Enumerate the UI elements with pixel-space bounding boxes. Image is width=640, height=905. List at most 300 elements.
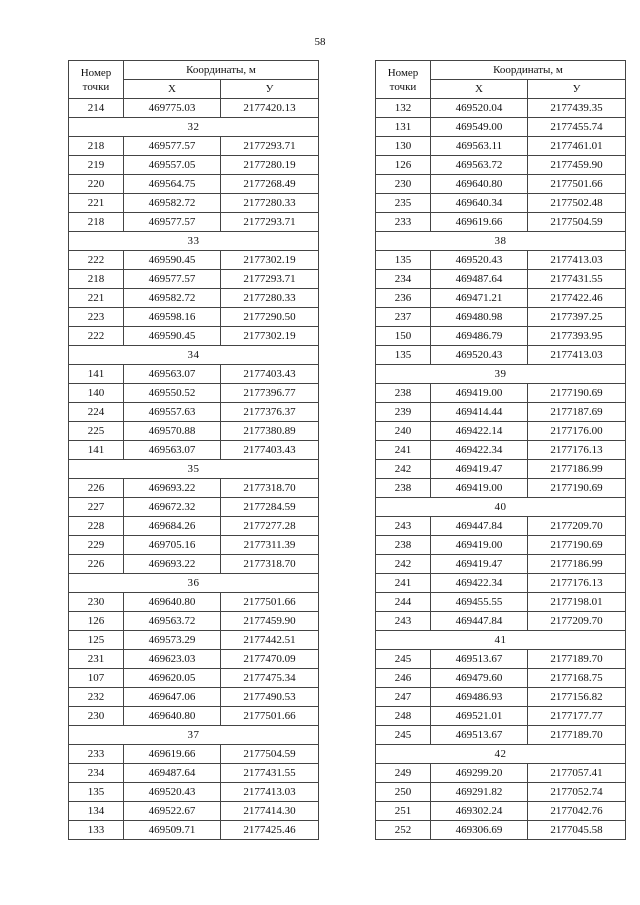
x-coordinate: 469447.84 bbox=[431, 517, 528, 536]
x-coordinate: 469693.22 bbox=[124, 479, 221, 498]
x-coordinate: 469550.52 bbox=[124, 384, 221, 403]
point-number: 222 bbox=[69, 327, 124, 346]
x-coordinate: 469573.29 bbox=[124, 631, 221, 650]
y-coordinate: 2177176.00 bbox=[528, 422, 626, 441]
y-coordinate: 2177186.99 bbox=[528, 460, 626, 479]
y-coordinate: 2177439.35 bbox=[528, 99, 626, 118]
table-row bbox=[69, 764, 319, 783]
parcel-group-row bbox=[376, 745, 626, 764]
parcel-number: 33 bbox=[69, 232, 319, 251]
x-coordinate: 469563.72 bbox=[431, 156, 528, 175]
x-header: X bbox=[431, 80, 528, 99]
x-coordinate: 469623.03 bbox=[124, 650, 221, 669]
y-coordinate: 2177045.58 bbox=[528, 821, 626, 840]
table-row bbox=[69, 612, 319, 631]
y-coordinate: 2177177.77 bbox=[528, 707, 626, 726]
table-row bbox=[376, 403, 626, 422]
table-row bbox=[376, 593, 626, 612]
point-number: 132 bbox=[376, 99, 431, 118]
table-row bbox=[69, 498, 319, 517]
point-number: 243 bbox=[376, 517, 431, 536]
table-row bbox=[69, 175, 319, 194]
x-coordinate: 469306.69 bbox=[431, 821, 528, 840]
point-number: 231 bbox=[69, 650, 124, 669]
x-coordinate: 469513.67 bbox=[431, 650, 528, 669]
y-coordinate: 2177413.03 bbox=[528, 346, 626, 365]
coordinates-header: Координаты, м bbox=[431, 61, 626, 80]
y-coordinate: 2177198.01 bbox=[528, 593, 626, 612]
point-number: 235 bbox=[376, 194, 431, 213]
table-row bbox=[376, 327, 626, 346]
x-coordinate: 469563.11 bbox=[431, 137, 528, 156]
point-number: 242 bbox=[376, 460, 431, 479]
coordinates-table-left bbox=[68, 60, 319, 840]
x-coordinate: 469564.75 bbox=[124, 175, 221, 194]
point-number: 239 bbox=[376, 403, 431, 422]
point-number: 241 bbox=[376, 441, 431, 460]
table-row bbox=[376, 707, 626, 726]
y-coordinate: 2177311.39 bbox=[221, 536, 319, 555]
point-number: 226 bbox=[69, 479, 124, 498]
y-coordinate: 2177176.13 bbox=[528, 574, 626, 593]
point-number: 135 bbox=[376, 251, 431, 270]
table-row bbox=[69, 745, 319, 764]
parcel-number: 36 bbox=[69, 574, 319, 593]
table-row bbox=[69, 669, 319, 688]
y-coordinate: 2177190.69 bbox=[528, 479, 626, 498]
x-coordinate: 469520.43 bbox=[431, 346, 528, 365]
y-coordinate: 2177277.28 bbox=[221, 517, 319, 536]
point-number: 246 bbox=[376, 669, 431, 688]
x-coordinate: 469577.57 bbox=[124, 213, 221, 232]
table-row bbox=[376, 213, 626, 232]
table-row bbox=[376, 251, 626, 270]
table-row bbox=[69, 555, 319, 574]
point-number: 240 bbox=[376, 422, 431, 441]
x-coordinate: 469486.79 bbox=[431, 327, 528, 346]
y-coordinate: 2177209.70 bbox=[528, 612, 626, 631]
y-coordinate: 2177187.69 bbox=[528, 403, 626, 422]
table-row bbox=[69, 802, 319, 821]
parcel-group-row bbox=[69, 346, 319, 365]
y-coordinate: 2177403.43 bbox=[221, 441, 319, 460]
table-row bbox=[376, 536, 626, 555]
y-coordinate: 2177290.50 bbox=[221, 308, 319, 327]
y-coordinate: 2177057.41 bbox=[528, 764, 626, 783]
table-row bbox=[376, 118, 626, 137]
y-coordinate: 2177422.46 bbox=[528, 289, 626, 308]
x-coordinate: 469640.80 bbox=[124, 707, 221, 726]
table-row bbox=[69, 137, 319, 156]
point-number: 230 bbox=[376, 175, 431, 194]
table-row bbox=[376, 555, 626, 574]
point-number: 228 bbox=[69, 517, 124, 536]
x-coordinate: 469471.21 bbox=[431, 289, 528, 308]
point-number: 230 bbox=[69, 707, 124, 726]
table-row bbox=[376, 422, 626, 441]
x-coordinate: 469299.20 bbox=[431, 764, 528, 783]
table-row bbox=[69, 517, 319, 536]
x-coordinate: 469640.80 bbox=[431, 175, 528, 194]
table-row bbox=[69, 99, 319, 118]
x-coordinate: 469487.64 bbox=[431, 270, 528, 289]
table-row bbox=[376, 612, 626, 631]
point-number: 218 bbox=[69, 137, 124, 156]
x-coordinate: 469640.34 bbox=[431, 194, 528, 213]
table-row bbox=[69, 251, 319, 270]
parcel-number: 38 bbox=[376, 232, 626, 251]
table-row bbox=[376, 175, 626, 194]
x-coordinate: 469563.72 bbox=[124, 612, 221, 631]
point-number: 135 bbox=[69, 783, 124, 802]
x-coordinate: 469486.93 bbox=[431, 688, 528, 707]
right-table-body bbox=[376, 99, 626, 840]
page-number: 58 bbox=[314, 36, 326, 48]
x-header: X bbox=[124, 80, 221, 99]
parcel-group-row bbox=[376, 365, 626, 384]
y-coordinate: 2177501.66 bbox=[221, 593, 319, 612]
table-row bbox=[69, 593, 319, 612]
table-row bbox=[376, 783, 626, 802]
y-coordinate: 2177190.69 bbox=[528, 384, 626, 403]
y-coordinate: 2177431.55 bbox=[528, 270, 626, 289]
y-coordinate: 2177268.49 bbox=[221, 175, 319, 194]
point-number: 218 bbox=[69, 270, 124, 289]
y-coordinate: 2177501.66 bbox=[528, 175, 626, 194]
table-row bbox=[69, 384, 319, 403]
point-number: 135 bbox=[376, 346, 431, 365]
point-number: 236 bbox=[376, 289, 431, 308]
x-coordinate: 469302.24 bbox=[431, 802, 528, 821]
table-row bbox=[376, 384, 626, 403]
point-number: 214 bbox=[69, 99, 124, 118]
point-number: 224 bbox=[69, 403, 124, 422]
table-row bbox=[376, 802, 626, 821]
y-coordinate: 2177293.71 bbox=[221, 270, 319, 289]
y-coordinate: 2177190.69 bbox=[528, 536, 626, 555]
point-number-header: Номер точки bbox=[69, 61, 124, 99]
table-row bbox=[69, 688, 319, 707]
y-coordinate: 2177380.89 bbox=[221, 422, 319, 441]
y-coordinate: 2177470.09 bbox=[221, 650, 319, 669]
parcel-group-row bbox=[69, 574, 319, 593]
point-number: 219 bbox=[69, 156, 124, 175]
table-row bbox=[376, 346, 626, 365]
x-coordinate: 469563.07 bbox=[124, 441, 221, 460]
y-coordinate: 2177397.25 bbox=[528, 308, 626, 327]
x-coordinate: 469447.84 bbox=[431, 612, 528, 631]
parcel-number: 42 bbox=[376, 745, 626, 764]
x-coordinate: 469563.07 bbox=[124, 365, 221, 384]
table-row bbox=[69, 821, 319, 840]
table-row bbox=[376, 650, 626, 669]
point-number: 247 bbox=[376, 688, 431, 707]
point-number: 220 bbox=[69, 175, 124, 194]
x-coordinate: 469549.00 bbox=[431, 118, 528, 137]
x-coordinate: 469684.26 bbox=[124, 517, 221, 536]
y-coordinate: 2177189.70 bbox=[528, 650, 626, 669]
x-coordinate: 469487.64 bbox=[124, 764, 221, 783]
x-coordinate: 469419.00 bbox=[431, 479, 528, 498]
y-coordinate: 2177280.33 bbox=[221, 289, 319, 308]
x-coordinate: 469577.57 bbox=[124, 270, 221, 289]
parcel-group-row bbox=[69, 232, 319, 251]
x-coordinate: 469422.34 bbox=[431, 574, 528, 593]
point-number: 218 bbox=[69, 213, 124, 232]
x-coordinate: 469522.67 bbox=[124, 802, 221, 821]
parcel-number: 37 bbox=[69, 726, 319, 745]
table-row bbox=[69, 631, 319, 650]
table-row bbox=[69, 650, 319, 669]
x-coordinate: 469513.67 bbox=[431, 726, 528, 745]
table-row bbox=[69, 441, 319, 460]
y-coordinate: 2177425.46 bbox=[221, 821, 319, 840]
y-coordinate: 2177209.70 bbox=[528, 517, 626, 536]
y-coordinate: 2177189.70 bbox=[528, 726, 626, 745]
point-number: 222 bbox=[69, 251, 124, 270]
x-coordinate: 469775.03 bbox=[124, 99, 221, 118]
parcel-group-row bbox=[376, 232, 626, 251]
table-row bbox=[376, 479, 626, 498]
parcel-group-row bbox=[376, 631, 626, 650]
table-row bbox=[69, 783, 319, 802]
point-number: 242 bbox=[376, 555, 431, 574]
y-coordinate: 2177475.34 bbox=[221, 669, 319, 688]
x-coordinate: 469521.01 bbox=[431, 707, 528, 726]
x-coordinate: 469480.98 bbox=[431, 308, 528, 327]
y-coordinate: 2177318.70 bbox=[221, 555, 319, 574]
table-row bbox=[376, 574, 626, 593]
x-coordinate: 469582.72 bbox=[124, 194, 221, 213]
point-number: 245 bbox=[376, 650, 431, 669]
point-number: 249 bbox=[376, 764, 431, 783]
x-coordinate: 469557.63 bbox=[124, 403, 221, 422]
table-row bbox=[69, 403, 319, 422]
x-coordinate: 469570.88 bbox=[124, 422, 221, 441]
y-coordinate: 2177504.59 bbox=[528, 213, 626, 232]
y-coordinate: 2177413.03 bbox=[528, 251, 626, 270]
point-number: 232 bbox=[69, 688, 124, 707]
table-row bbox=[69, 707, 319, 726]
table-row bbox=[376, 517, 626, 536]
x-coordinate: 469577.57 bbox=[124, 137, 221, 156]
parcel-group-row bbox=[69, 118, 319, 137]
point-number: 226 bbox=[69, 555, 124, 574]
point-number: 134 bbox=[69, 802, 124, 821]
table-row bbox=[376, 270, 626, 289]
table-row bbox=[69, 365, 319, 384]
point-number: 251 bbox=[376, 802, 431, 821]
x-coordinate: 469590.45 bbox=[124, 327, 221, 346]
parcel-number: 39 bbox=[376, 365, 626, 384]
table-row bbox=[376, 99, 626, 118]
x-coordinate: 469672.32 bbox=[124, 498, 221, 517]
table-row bbox=[376, 821, 626, 840]
left-table-body bbox=[69, 99, 319, 840]
point-number: 126 bbox=[376, 156, 431, 175]
y-coordinate: 2177293.71 bbox=[221, 137, 319, 156]
y-header: У bbox=[528, 80, 626, 99]
point-number: 237 bbox=[376, 308, 431, 327]
point-number: 230 bbox=[69, 593, 124, 612]
x-coordinate: 469705.16 bbox=[124, 536, 221, 555]
y-coordinate: 2177490.53 bbox=[221, 688, 319, 707]
table-row bbox=[69, 536, 319, 555]
point-number: 243 bbox=[376, 612, 431, 631]
y-coordinate: 2177461.01 bbox=[528, 137, 626, 156]
parcel-number: 34 bbox=[69, 346, 319, 365]
x-coordinate: 469619.66 bbox=[124, 745, 221, 764]
x-coordinate: 469520.43 bbox=[124, 783, 221, 802]
point-number: 130 bbox=[376, 137, 431, 156]
point-number: 140 bbox=[69, 384, 124, 403]
table-row bbox=[69, 327, 319, 346]
point-number: 107 bbox=[69, 669, 124, 688]
point-number: 238 bbox=[376, 479, 431, 498]
y-coordinate: 2177186.99 bbox=[528, 555, 626, 574]
x-coordinate: 469291.82 bbox=[431, 783, 528, 802]
table-row bbox=[69, 422, 319, 441]
x-coordinate: 469422.14 bbox=[431, 422, 528, 441]
x-coordinate: 469582.72 bbox=[124, 289, 221, 308]
table-row bbox=[69, 213, 319, 232]
x-coordinate: 469598.16 bbox=[124, 308, 221, 327]
table-row bbox=[69, 156, 319, 175]
table-row bbox=[376, 726, 626, 745]
parcel-number: 35 bbox=[69, 460, 319, 479]
table-row bbox=[69, 308, 319, 327]
y-coordinate: 2177156.82 bbox=[528, 688, 626, 707]
x-coordinate: 469455.55 bbox=[431, 593, 528, 612]
point-number: 150 bbox=[376, 327, 431, 346]
y-coordinate: 2177176.13 bbox=[528, 441, 626, 460]
table-row bbox=[69, 270, 319, 289]
x-coordinate: 469647.06 bbox=[124, 688, 221, 707]
parcel-group-row bbox=[69, 726, 319, 745]
point-number: 141 bbox=[69, 441, 124, 460]
y-coordinate: 2177376.37 bbox=[221, 403, 319, 422]
x-coordinate: 469620.05 bbox=[124, 669, 221, 688]
point-number: 238 bbox=[376, 384, 431, 403]
point-number: 131 bbox=[376, 118, 431, 137]
table-row bbox=[376, 289, 626, 308]
x-coordinate: 469419.00 bbox=[431, 384, 528, 403]
y-coordinate: 2177396.77 bbox=[221, 384, 319, 403]
parcel-group-row bbox=[376, 498, 626, 517]
y-header: У bbox=[221, 80, 319, 99]
parcel-number: 32 bbox=[69, 118, 319, 137]
table-row bbox=[376, 669, 626, 688]
point-number: 225 bbox=[69, 422, 124, 441]
y-coordinate: 2177302.19 bbox=[221, 327, 319, 346]
x-coordinate: 469419.47 bbox=[431, 555, 528, 574]
y-coordinate: 2177455.74 bbox=[528, 118, 626, 137]
point-number: 233 bbox=[69, 745, 124, 764]
point-number: 238 bbox=[376, 536, 431, 555]
table-row bbox=[69, 194, 319, 213]
table-row bbox=[376, 156, 626, 175]
point-number: 244 bbox=[376, 593, 431, 612]
table-row bbox=[376, 764, 626, 783]
parcel-number: 41 bbox=[376, 631, 626, 650]
x-coordinate: 469414.44 bbox=[431, 403, 528, 422]
x-coordinate: 469557.05 bbox=[124, 156, 221, 175]
parcel-group-row bbox=[69, 460, 319, 479]
x-coordinate: 469590.45 bbox=[124, 251, 221, 270]
y-coordinate: 2177420.13 bbox=[221, 99, 319, 118]
x-coordinate: 469419.00 bbox=[431, 536, 528, 555]
coordinates-header: Координаты, м bbox=[124, 61, 319, 80]
point-number: 223 bbox=[69, 308, 124, 327]
point-number: 126 bbox=[69, 612, 124, 631]
x-coordinate: 469520.43 bbox=[431, 251, 528, 270]
y-coordinate: 2177431.55 bbox=[221, 764, 319, 783]
point-number: 141 bbox=[69, 365, 124, 384]
y-coordinate: 2177414.30 bbox=[221, 802, 319, 821]
table-row bbox=[376, 441, 626, 460]
y-coordinate: 2177302.19 bbox=[221, 251, 319, 270]
point-number: 233 bbox=[376, 213, 431, 232]
x-coordinate: 469520.04 bbox=[431, 99, 528, 118]
point-number: 227 bbox=[69, 498, 124, 517]
table-row bbox=[376, 308, 626, 327]
y-coordinate: 2177280.33 bbox=[221, 194, 319, 213]
parcel-number: 40 bbox=[376, 498, 626, 517]
x-coordinate: 469693.22 bbox=[124, 555, 221, 574]
coordinates-table-right bbox=[375, 60, 626, 840]
point-number: 221 bbox=[69, 194, 124, 213]
point-number: 221 bbox=[69, 289, 124, 308]
y-coordinate: 2177284.59 bbox=[221, 498, 319, 517]
x-coordinate: 469509.71 bbox=[124, 821, 221, 840]
y-coordinate: 2177501.66 bbox=[221, 707, 319, 726]
point-number: 250 bbox=[376, 783, 431, 802]
y-coordinate: 2177052.74 bbox=[528, 783, 626, 802]
y-coordinate: 2177042.76 bbox=[528, 802, 626, 821]
x-coordinate: 469479.60 bbox=[431, 669, 528, 688]
y-coordinate: 2177442.51 bbox=[221, 631, 319, 650]
point-number-header: Номер точки bbox=[376, 61, 431, 99]
table-row bbox=[376, 194, 626, 213]
y-coordinate: 2177504.59 bbox=[221, 745, 319, 764]
y-coordinate: 2177403.43 bbox=[221, 365, 319, 384]
point-number: 245 bbox=[376, 726, 431, 745]
y-coordinate: 2177459.90 bbox=[528, 156, 626, 175]
y-coordinate: 2177413.03 bbox=[221, 783, 319, 802]
point-number: 234 bbox=[69, 764, 124, 783]
table-row bbox=[69, 289, 319, 308]
x-coordinate: 469419.47 bbox=[431, 460, 528, 479]
point-number: 241 bbox=[376, 574, 431, 593]
point-number: 229 bbox=[69, 536, 124, 555]
x-coordinate: 469619.66 bbox=[431, 213, 528, 232]
x-coordinate: 469422.34 bbox=[431, 441, 528, 460]
table-row bbox=[376, 137, 626, 156]
y-coordinate: 2177293.71 bbox=[221, 213, 319, 232]
y-coordinate: 2177318.70 bbox=[221, 479, 319, 498]
point-number: 125 bbox=[69, 631, 124, 650]
y-coordinate: 2177168.75 bbox=[528, 669, 626, 688]
y-coordinate: 2177393.95 bbox=[528, 327, 626, 346]
table-row bbox=[376, 688, 626, 707]
table-row bbox=[69, 479, 319, 498]
y-coordinate: 2177459.90 bbox=[221, 612, 319, 631]
point-number: 252 bbox=[376, 821, 431, 840]
y-coordinate: 2177502.48 bbox=[528, 194, 626, 213]
table-row bbox=[376, 460, 626, 479]
point-number: 248 bbox=[376, 707, 431, 726]
point-number: 133 bbox=[69, 821, 124, 840]
